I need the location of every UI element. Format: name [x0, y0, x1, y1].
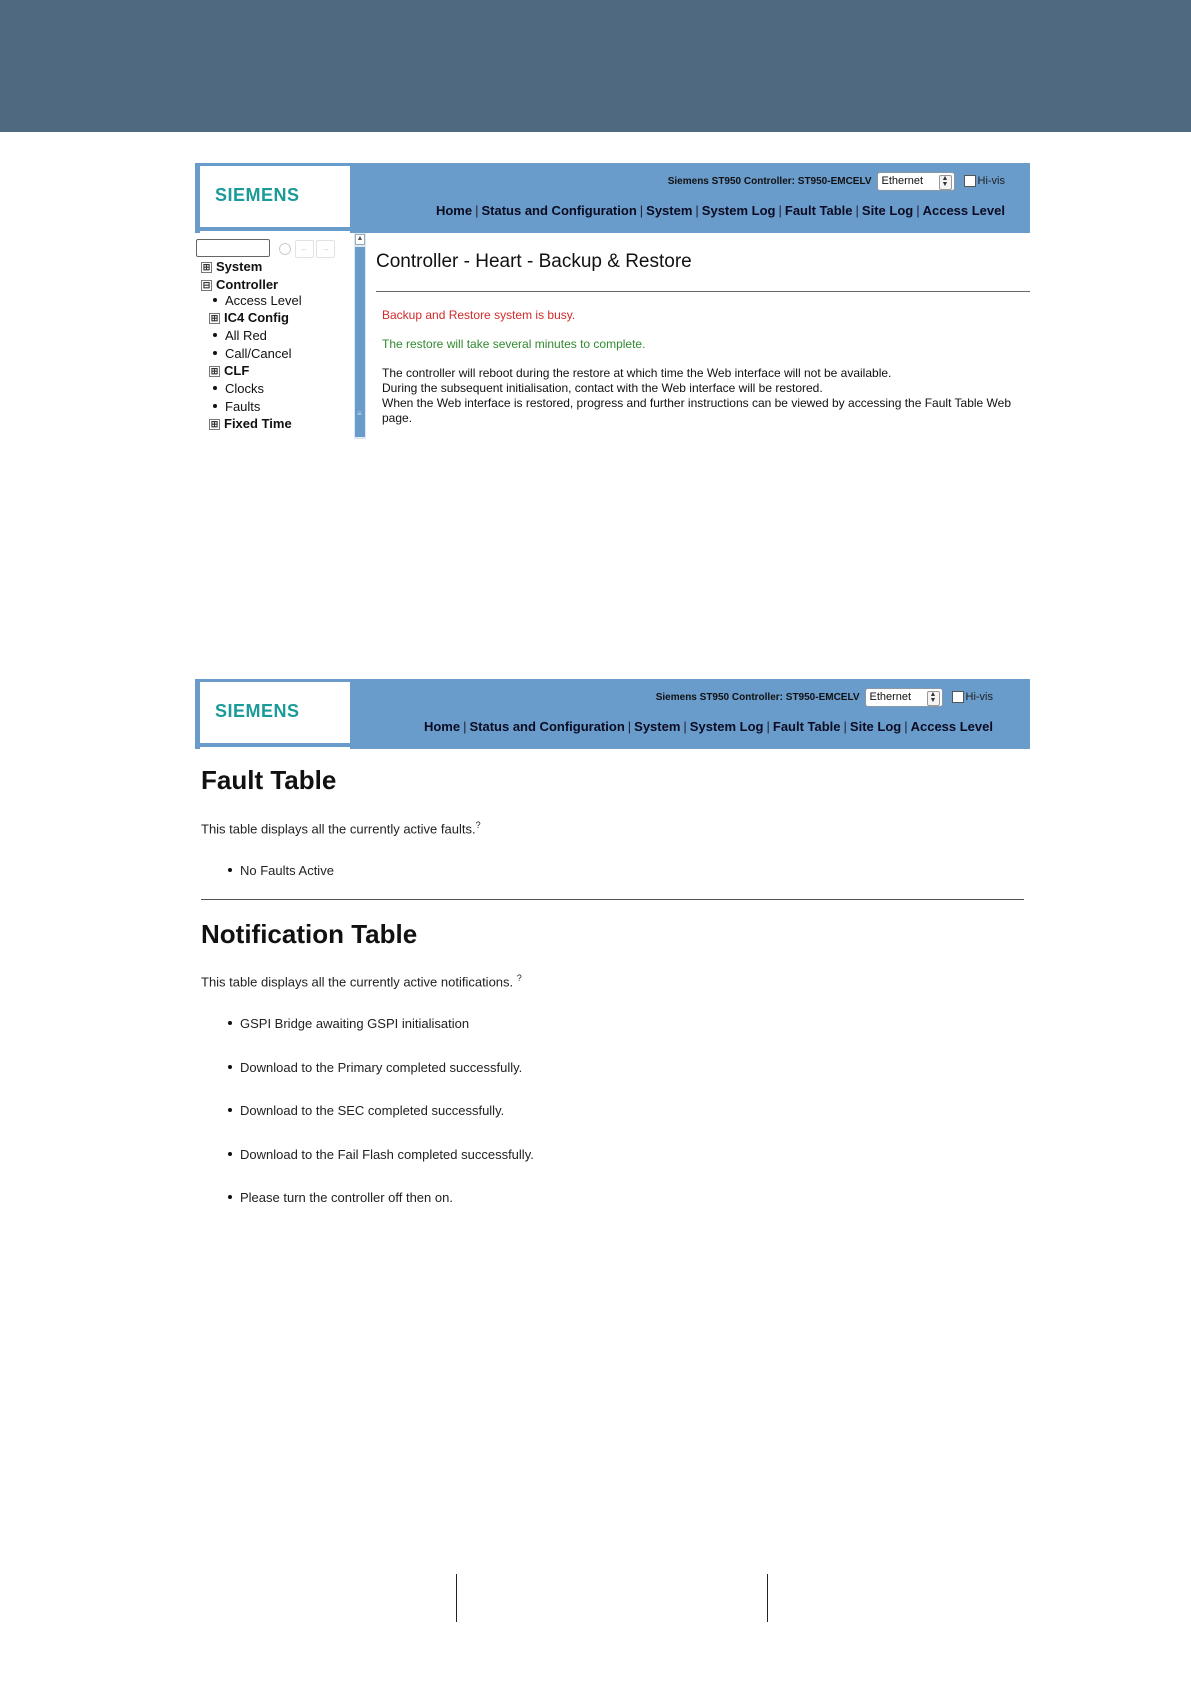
divider: [201, 899, 1024, 900]
divider: [376, 291, 1030, 292]
interface-select-value: Ethernet: [869, 690, 912, 703]
main-nav: Home | Status and Configuration | System | System Log | Fault Table | Site Log | Access Level: [423, 719, 993, 734]
notification-table-description: This table displays all the currently active notifications. ?: [201, 973, 522, 990]
info-message: [382, 366, 1022, 426]
info-line: When the Web interface is restored, progress and further instructions can be viewed by accessing the Fault Table Web page.: [382, 396, 1011, 425]
bullet-icon: [228, 1021, 232, 1025]
bullet-icon: [228, 868, 232, 872]
bullet-icon: [228, 1065, 232, 1069]
bullet-icon: [228, 1195, 232, 1199]
nav-system-log[interactable]: System Log: [689, 719, 764, 734]
footer-divider: [767, 1574, 768, 1622]
tree-item-ic4-config[interactable]: ⊞ IC4 Config: [210, 310, 289, 325]
header-bar: [195, 679, 1030, 749]
scroll-up-icon[interactable]: ▲: [355, 234, 365, 245]
bullet-icon: [213, 298, 217, 302]
help-icon[interactable]: ?: [475, 820, 481, 830]
nav-fault-table[interactable]: Fault Table: [784, 203, 853, 218]
hivis-toggle[interactable]: [964, 175, 1006, 187]
expand-icon[interactable]: ⊞: [210, 313, 219, 323]
bullet-icon: [213, 333, 217, 337]
nav-status-configuration[interactable]: Status and Configuration: [481, 203, 637, 218]
screenshot-fault-table: [195, 679, 1030, 1219]
hivis-checkbox[interactable]: [952, 691, 964, 703]
tree-item-access-level[interactable]: Access Level: [213, 293, 302, 308]
grip-icon: ≡: [357, 409, 362, 418]
nav-access-level[interactable]: Access Level: [910, 719, 993, 734]
page-banner: [0, 0, 1191, 132]
notification-list-item: Download to the Primary completed successfully.: [228, 1060, 522, 1075]
interface-select[interactable]: [865, 688, 943, 707]
interface-select[interactable]: [877, 172, 955, 191]
expand-icon[interactable]: ⊞: [202, 262, 211, 272]
controller-name: Siemens ST950 Controller: ST950-EMCELV: [655, 691, 860, 703]
nav-fault-table[interactable]: Fault Table: [772, 719, 841, 734]
restore-note: The restore will take several minutes to complete.: [382, 337, 646, 351]
screenshot-backup-restore: [195, 163, 1030, 439]
nav-home[interactable]: Home: [435, 203, 473, 218]
bullet-icon: [213, 351, 217, 355]
bullet-icon: [213, 404, 217, 408]
bullet-icon: [228, 1108, 232, 1112]
settings-icon[interactable]: [279, 243, 291, 255]
expand-icon[interactable]: ⊞: [210, 419, 219, 429]
expand-icon[interactable]: ⊞: [210, 366, 219, 376]
nav-system-log[interactable]: System Log: [701, 203, 776, 218]
nav-site-log[interactable]: Site Log: [861, 203, 914, 218]
nav-site-log[interactable]: Site Log: [849, 719, 902, 734]
siemens-logo[interactable]: [200, 166, 350, 229]
hivis-toggle[interactable]: [952, 691, 994, 703]
fault-table-description: This table displays all the currently active faults.?: [201, 820, 481, 837]
nav-system[interactable]: System: [646, 203, 693, 218]
main-nav: Home | Status and Configuration | System | System Log | Fault Table | Site Log | Access Level: [435, 203, 1005, 218]
tree-item-controller[interactable]: ⊟ Controller: [202, 277, 279, 292]
nav-tree: [195, 239, 355, 439]
tree-scrollbar[interactable]: [354, 233, 366, 439]
select-arrows-icon: ▲ ▼: [927, 691, 940, 706]
bullet-icon: [213, 386, 217, 390]
tree-item-clocks[interactable]: Clocks: [213, 381, 264, 396]
tree-item-call-cancel[interactable]: Call/Cancel: [213, 346, 291, 361]
hivis-label: Hi-vis: [977, 175, 1005, 187]
tree-item-all-red[interactable]: All Red: [213, 328, 267, 343]
info-line: The controller will reboot during the restore at which time the Web interface will not be available.: [382, 366, 892, 380]
fault-table-heading: Fault Table: [201, 765, 337, 795]
siemens-logo[interactable]: [200, 682, 350, 745]
help-icon[interactable]: ?: [516, 973, 522, 983]
info-line: During the subsequent initialisation, contact with the Web interface will be restored.: [382, 381, 823, 395]
hivis-checkbox[interactable]: [964, 175, 976, 187]
nav-access-level[interactable]: Access Level: [922, 203, 1005, 218]
select-arrows-icon: ▲ ▼: [939, 175, 952, 190]
header-bar: [195, 163, 1030, 233]
tree-search-input[interactable]: [196, 239, 270, 257]
logo-text: SIEMENS: [215, 701, 300, 721]
header-top-row: [656, 686, 993, 708]
page-title: Controller - Heart - Backup & Restore: [376, 251, 692, 272]
notification-list-item: Download to the SEC completed successfully.: [228, 1103, 504, 1118]
notification-list-item: Please turn the controller off then on.: [228, 1190, 453, 1205]
nav-system[interactable]: System: [634, 719, 681, 734]
logo-text: SIEMENS: [215, 185, 300, 205]
hivis-label: Hi-vis: [965, 691, 993, 703]
controller-name: Siemens ST950 Controller: ST950-EMCELV: [667, 175, 872, 187]
tree-item-faults[interactable]: Faults: [213, 399, 260, 414]
notification-list-item: Download to the Fail Flash completed successfully.: [228, 1147, 534, 1162]
notification-list-item: GSPI Bridge awaiting GSPI initialisation: [228, 1016, 469, 1031]
header-top-row: [668, 170, 1005, 192]
footer-divider: [456, 1574, 457, 1622]
tree-item-fixed-time[interactable]: ⊞ Fixed Time: [210, 416, 292, 431]
notification-table-heading: Notification Table: [201, 919, 418, 949]
forward-arrow-icon[interactable]: →: [316, 240, 335, 258]
back-arrow-icon[interactable]: ←: [295, 240, 314, 258]
collapse-icon[interactable]: ⊟: [202, 280, 211, 290]
fault-list-item: No Faults Active: [228, 863, 334, 878]
busy-message: Backup and Restore system is busy.: [382, 308, 576, 322]
tree-item-system[interactable]: ⊞ System: [202, 259, 263, 274]
tree-item-clf[interactable]: ⊞ CLF: [210, 363, 250, 378]
bullet-icon: [228, 1152, 232, 1156]
nav-home[interactable]: Home: [423, 719, 461, 734]
interface-select-value: Ethernet: [881, 174, 924, 187]
tree-nav-buttons: [295, 240, 335, 256]
nav-status-configuration[interactable]: Status and Configuration: [469, 719, 625, 734]
